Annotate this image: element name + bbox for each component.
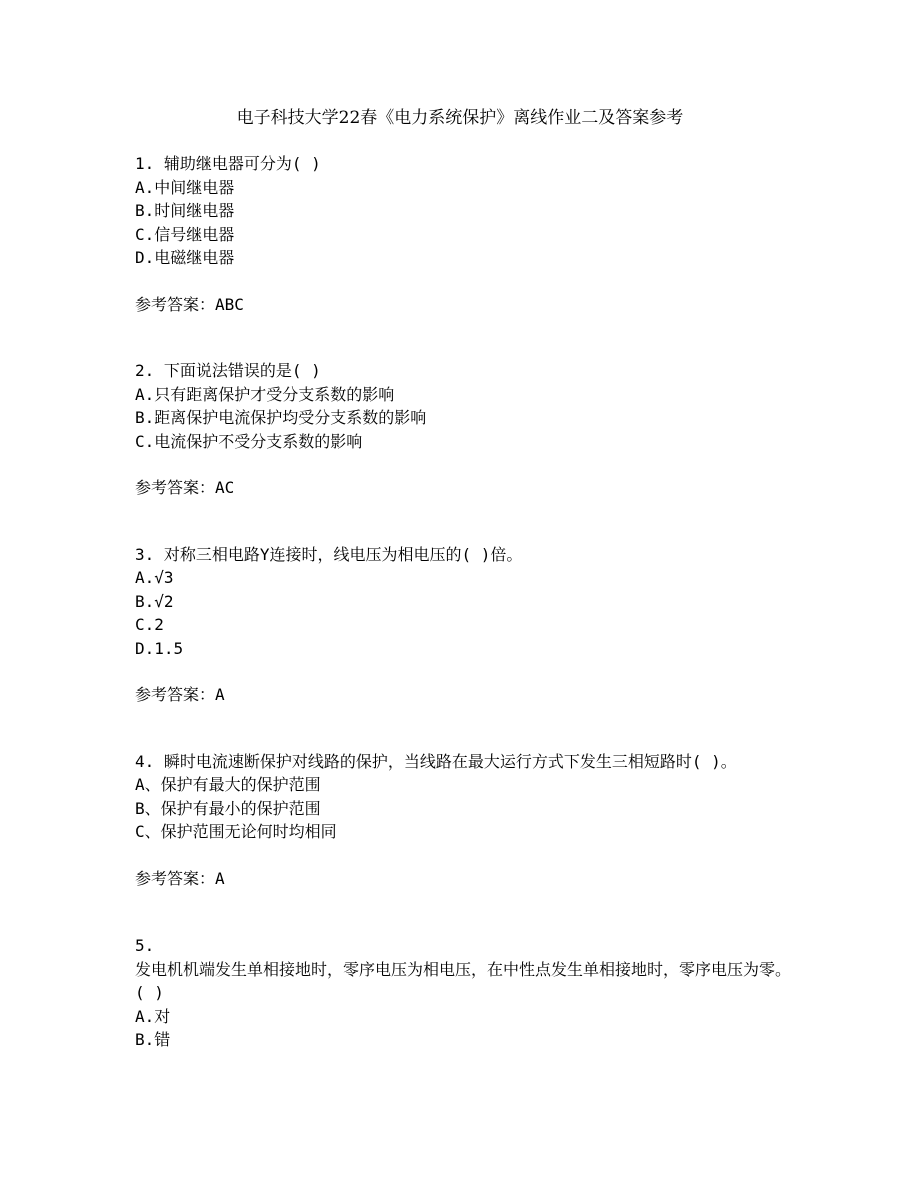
question-stem: 1. 辅助继电器可分为( ) [135,154,321,173]
answer-reference: 参考答案：AC [135,478,235,497]
document-title: 电子科技大学22春《电力系统保护》离线作业二及答案参考 [236,108,684,128]
option-b: B.√2 [135,591,174,611]
question-spacer [135,316,795,359]
question-2 [135,359,795,500]
option-a: A.中间继电器 [135,177,235,197]
question-list [135,152,795,1052]
option-b: B、保护有最小的保护范围 [135,798,321,818]
option-b: B.错 [135,1030,171,1049]
option-c: C.2 [135,615,164,634]
question-spacer [135,500,795,543]
option-b: B.时间继电器 [135,201,235,220]
question-stem: 发电机机端发生单相接地时，零序电压为相电压，在中性点发生单相接地时，零序电压为零。( ) [135,959,792,1002]
question-5 [135,934,795,1052]
question-3 [135,543,795,707]
question-stem: 3. 对称三相电路Y连接时，线电压为相电压的( )倍。 [135,544,523,564]
question-spacer [135,707,795,750]
option-c: C、保护范围无论何时均相同 [135,822,337,841]
question-4 [135,750,795,891]
question-spacer [135,890,795,934]
answer-reference: 参考答案：A [135,685,225,704]
question-number: 5. [135,936,155,955]
question-stem: 2. 下面说法错误的是( ) [135,361,321,380]
answer-reference: 参考答案：ABC [135,294,244,314]
option-d: D.电磁继电器 [135,248,235,267]
option-a: A.√3 [135,568,174,587]
option-a: A.对 [135,1006,171,1026]
answer-reference: 参考答案：A [135,868,225,888]
option-b: B.距离保护电流保护均受分支系数的影响 [135,408,427,427]
question-stem: 4. 瞬时电流速断保护对线路的保护，当线路在最大运行方式下发生三相短路时( )。 [135,751,737,771]
option-c: C.电流保护不受分支系数的影响 [135,431,363,451]
question-1 [135,152,795,316]
option-a: A.只有距离保护才受分支系数的影响 [135,384,395,404]
option-c: C.信号继电器 [135,224,235,244]
option-a: A、保护有最大的保护范围 [135,775,321,794]
option-d: D.1.5 [135,638,184,658]
